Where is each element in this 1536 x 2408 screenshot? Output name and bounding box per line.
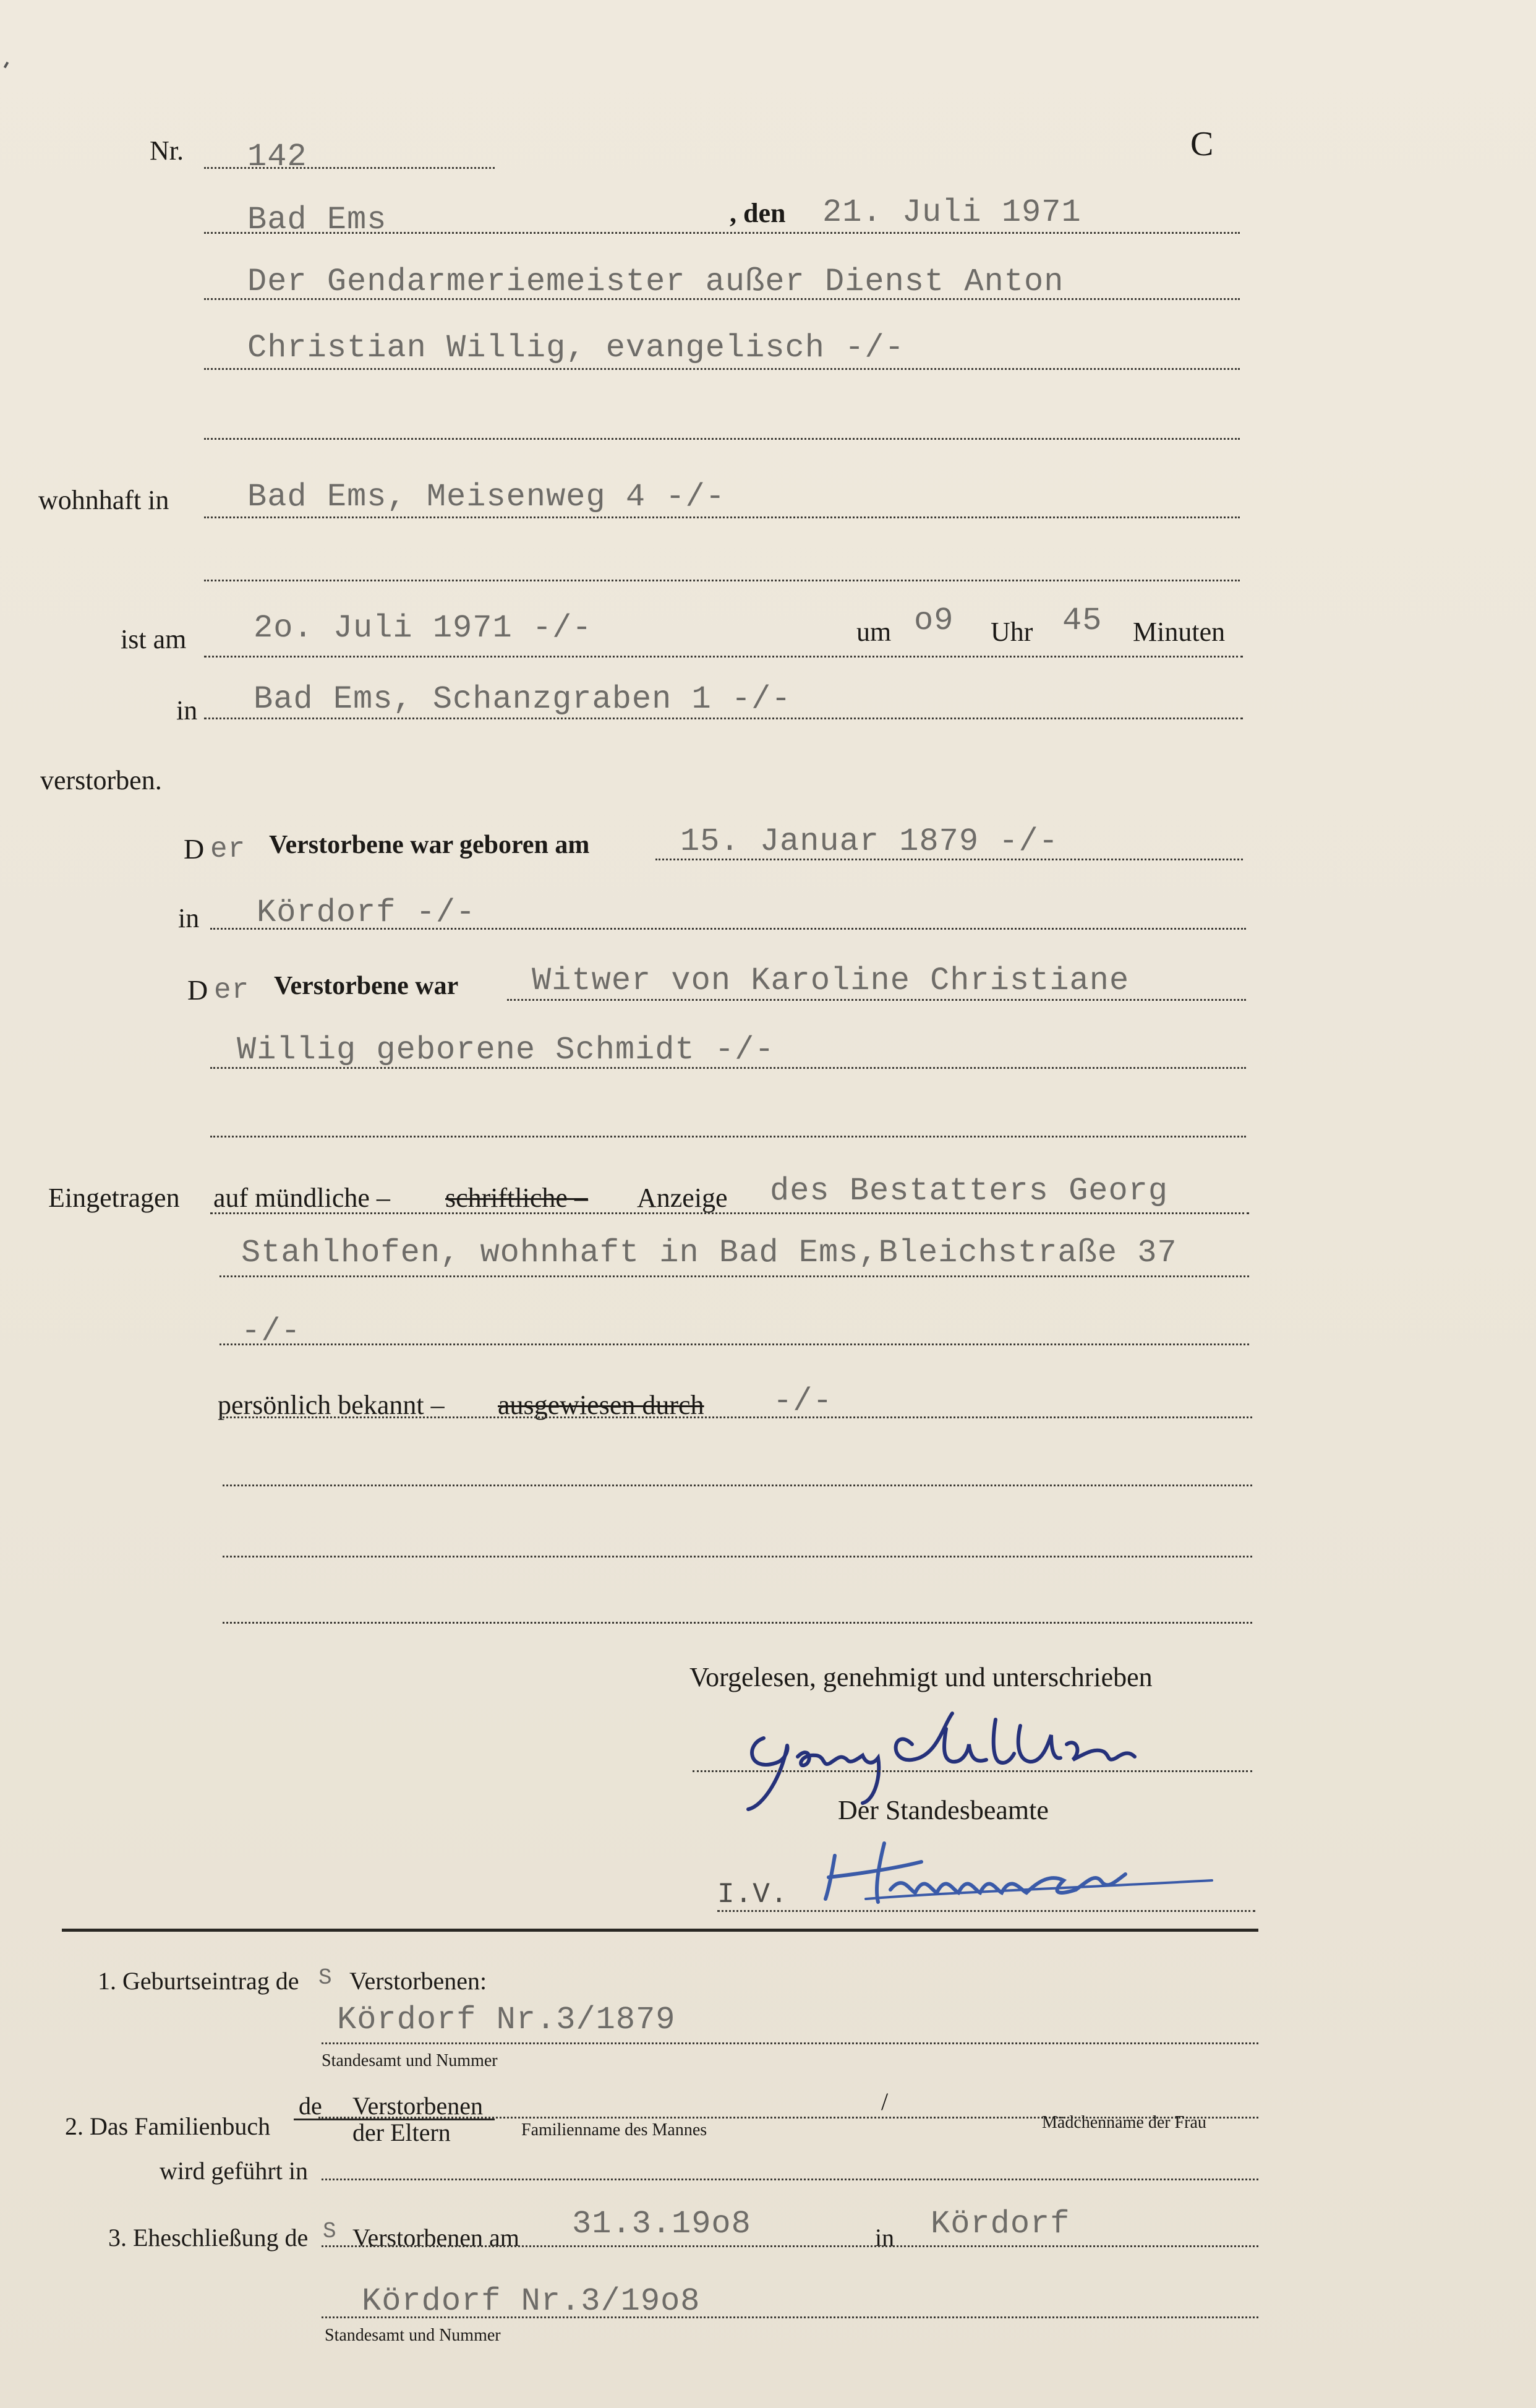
death-date: 2o. Juli 1971 -/- (254, 610, 592, 646)
den-label: , den (730, 198, 786, 228)
status-line-2-rule (210, 1067, 1246, 1069)
item3-rule (322, 2245, 1258, 2247)
item2-slash: / (881, 2088, 889, 2115)
status-label: Verstorbene war (274, 972, 459, 1000)
wohnhaft-value: Bad Ems, Meisenweg 4 -/- (247, 479, 725, 515)
um-label: um (856, 617, 892, 647)
item3-label-b: Verstorbenen am (352, 2224, 519, 2252)
registration-line-1: des Bestatters Georg (770, 1173, 1169, 1209)
status-line-1: Witwer von Karoline Christiane (532, 962, 1130, 999)
item1-value: Kördorf Nr.3/1879 (337, 2002, 676, 2038)
status-line-2: Willig geborene Schmidt -/- (237, 1032, 775, 1068)
death-date-rule (204, 656, 1243, 658)
vorgelesen-label: Vorgelesen, genehmigt und unterschrieben (689, 1662, 1153, 1692)
wohnhaft-rule-2 (204, 580, 1240, 581)
death-place-rule (204, 718, 1243, 719)
signature-hummer (816, 1831, 1224, 1917)
place-value: Bad Ems (247, 202, 387, 238)
nr-line (204, 167, 495, 169)
status-line-1-rule (507, 999, 1246, 1001)
date-line (204, 232, 1240, 234)
birth-er: er (210, 833, 246, 865)
item3-in: in (875, 2224, 895, 2252)
death-hour: o9 (914, 602, 954, 639)
form-letter: C (1190, 125, 1214, 163)
schriftliche-struck: schriftliche – (445, 1183, 588, 1213)
registration-line-2: Stahlhofen, wohnhaft in Bad Ems,Bleichstraße 37 (241, 1235, 1177, 1271)
birth-label: Verstorbene war geboren am (269, 831, 590, 859)
deceased-line-2-rule (204, 368, 1240, 370)
deceased-line-1-rule (204, 298, 1240, 300)
iv-label: I.V. (717, 1879, 788, 1911)
deceased-line-2: Christian Willig, evangelisch -/- (247, 330, 905, 366)
item2-label: 2. Das Familienbuch (65, 2112, 271, 2140)
death-place: Bad Ems, Schanzgraben 1 -/- (254, 681, 791, 718)
wohnhaft-label: wohnhaft in (38, 485, 169, 515)
item1-rule (322, 2042, 1258, 2044)
standesbeamte-label: Der Standesbeamte (838, 1795, 1049, 1825)
verstorben-label: verstorben. (40, 765, 162, 795)
blank-rule-3 (223, 1622, 1252, 1624)
uhr-label: Uhr (991, 617, 1033, 647)
registration-line-2-rule (220, 1275, 1249, 1277)
item3-value-rule (322, 2316, 1258, 2318)
birth-place-rule (210, 928, 1246, 930)
anzeige-label: Anzeige (637, 1183, 728, 1213)
deceased-line-1: Der Gendarmeriemeister außer Dienst Anton (247, 264, 1064, 300)
blank-rule-1 (223, 1485, 1252, 1486)
item2-caption-mann: Familienname des Mannes (521, 2120, 707, 2140)
item1-s: S (318, 1965, 333, 1990)
item1-label-b: Verstorbenen: (349, 1967, 487, 1995)
minuten-label: Minuten (1133, 617, 1226, 647)
status-er: er (214, 974, 250, 1006)
status-d: D (187, 974, 208, 1006)
bekannt-label: persönlich bekannt – (218, 1390, 445, 1420)
item2-caption-frau: Mädchenname der Frau (1042, 2113, 1206, 2132)
registration-line-3: -/- (241, 1313, 301, 1350)
auf-label: auf mündliche – (213, 1183, 390, 1213)
section-divider (62, 1929, 1258, 1932)
birth-date-rule (655, 859, 1243, 860)
eingetragen-label: Eingetragen (48, 1183, 180, 1213)
date-value: 21. Juli 1971 (822, 194, 1082, 231)
deceased-line-3-rule (204, 438, 1240, 440)
birth-d: D (184, 833, 205, 865)
death-minutes: 45 (1062, 602, 1103, 639)
item2-de: de (299, 2092, 322, 2120)
item1-label-a: 1. Geburtseintrag de (98, 1967, 299, 1995)
blank-rule-2 (223, 1556, 1252, 1557)
paper-mark (4, 62, 9, 69)
item2-gefuehrt-rule (322, 2179, 1258, 2180)
item2-eltern: der Eltern (352, 2119, 451, 2146)
in-label: in (176, 695, 198, 726)
item1-caption: Standesamt und Nummer (322, 2051, 498, 2070)
item3-date: 31.3.19o8 (572, 2206, 751, 2242)
signature-1-rule (693, 1770, 1252, 1772)
registration-line-1-rule (210, 1212, 1249, 1214)
item3-caption: Standesamt und Nummer (325, 2326, 501, 2345)
status-line-3-rule (210, 1136, 1246, 1138)
item3-s: S (323, 2219, 337, 2244)
wohnhaft-rule (204, 516, 1240, 518)
registration-line-3-rule (220, 1343, 1249, 1345)
nr-label: Nr. (150, 135, 184, 166)
birth-date: 15. Januar 1879 -/- (680, 823, 1059, 860)
item3-label-a: 3. Eheschließung de (108, 2224, 309, 2252)
birth-place: Kördorf -/- (257, 894, 476, 931)
birth-in-label: in (178, 903, 200, 933)
item3-place: Kördorf (931, 2206, 1070, 2242)
item3-value: Kördorf Nr.3/19o8 (362, 2283, 701, 2320)
signature-2-rule (717, 1910, 1255, 1912)
ausgewiesen-struck: ausgewiesen durch (498, 1390, 704, 1420)
ist-am-label: ist am (121, 624, 187, 654)
item2-verstorbenen: Verstorbenen (352, 2092, 484, 2120)
bekannt-value: -/- (773, 1383, 833, 1420)
nr-value: 142 (247, 139, 307, 175)
bekannt-rule (220, 1416, 1252, 1418)
item2-gefuehrt: wird geführt in (160, 2157, 308, 2185)
